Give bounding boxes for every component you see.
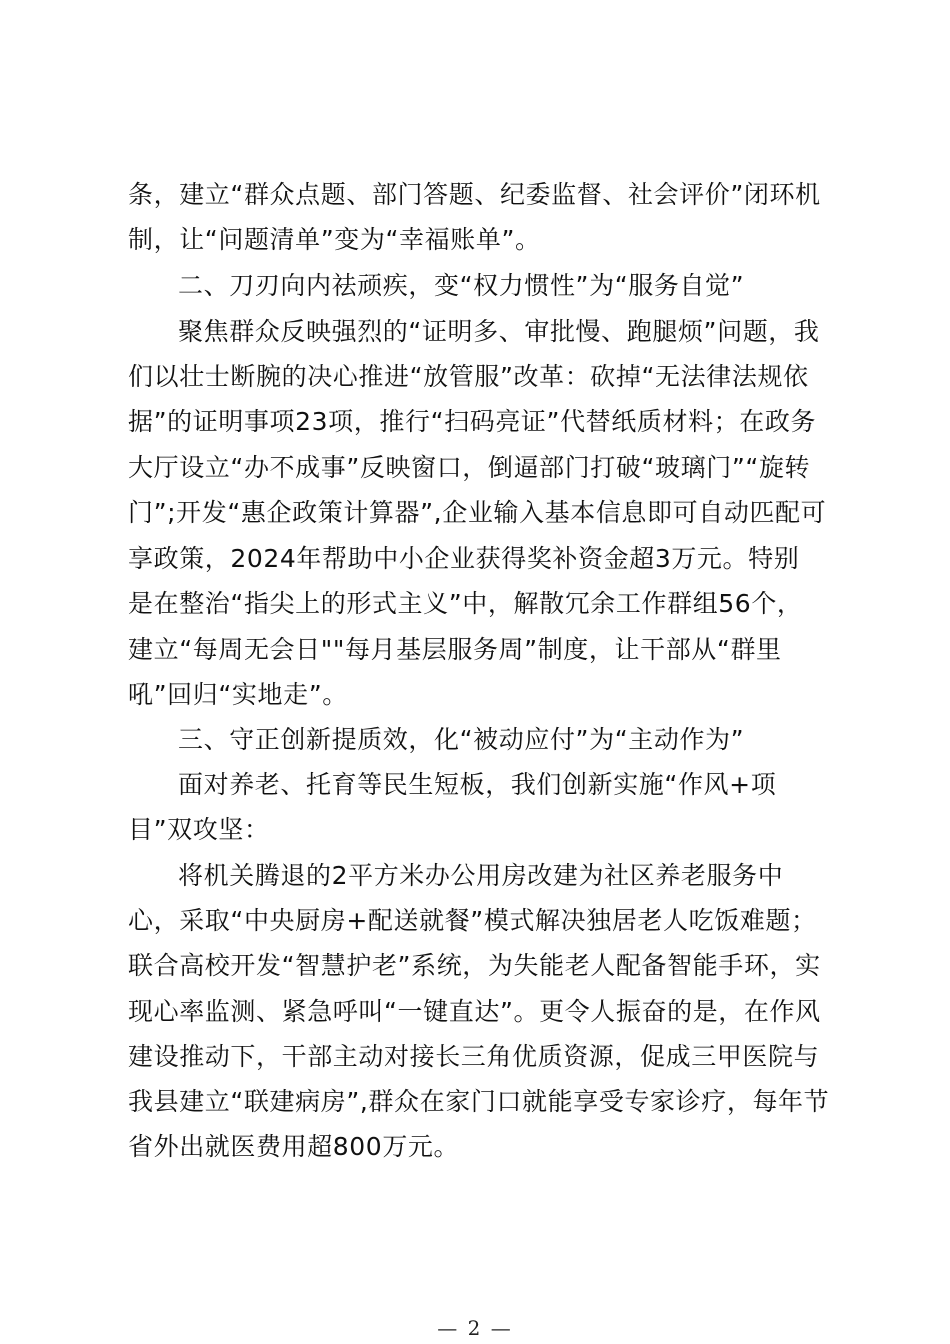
body-line: 心，采取“中央厨房+配送就餐”模式解决独居老人吃饭难题； [128, 906, 817, 935]
body-line: 将机关腾退的2平方米办公用房改建为社区养老服务中 [178, 861, 784, 890]
page-number: — 2 — [437, 1316, 513, 1340]
section-heading: 三、守正创新提质效，化“被动应付”为“主动作为” [178, 725, 745, 754]
body-line: 省外出就医费用超800万元。 [128, 1132, 460, 1161]
section-heading: 二、刀刃向内祛顽疾，变“权力惯性”为“服务自觉” [178, 271, 745, 300]
body-line: 据”的证明事项23项，推行“扫码亮证”代替纸质材料；在政务 [128, 407, 817, 436]
body-line: 享政策，2024年帮助中小企业获得奖补资金超3万元。特别 [128, 544, 800, 573]
body-line: 面对养老、托育等民生短板，我们创新实施“作风+项 [178, 770, 777, 799]
body-line: 建设推动下，干部主动对接长三角优质资源，促成三甲医院与 [128, 1042, 820, 1071]
body-line: 联合高校开发“智慧护老”系统，为失能老人配备智能手环，实 [128, 951, 821, 980]
body-line: 吼”回归“实地走”。 [128, 680, 348, 709]
body-line: 现心率监测、紧急呼叫“一键直达”。更令人振奋的是，在作风 [128, 997, 821, 1026]
body-line: 大厅设立“办不成事”反映窗口，倒逼部门打破“玻璃门”“旋转 [128, 453, 811, 482]
body-line: 聚焦群众反映强烈的“证明多、审批慢、跑腿烦”问题，我 [178, 317, 820, 346]
body-line: 门”;开发“惠企政策计算器”,企业输入基本信息即可自动匹配可 [128, 498, 827, 527]
body-line: 我县建立“联建病房”,群众在家门口就能享受专家诊疗，每年节 [128, 1087, 830, 1116]
body-line: 是在整治“指尖上的形式主义”中，解散冗余工作群组56个， [128, 589, 803, 618]
body-line: 制，让“问题清单”变为“幸福账单”。 [128, 225, 541, 254]
body-line: 们以壮士断腕的决心推进“放管服”改革：砍掉“无法律法规依 [128, 362, 809, 391]
body-line: 条，建立“群众点题、部门答题、纪委监督、社会评价”闭环机 [128, 180, 821, 209]
body-line: 建立“每周无会日""每月基层服务周”制度，让干部从“群里 [128, 635, 782, 664]
body-line: 目”双攻坚： [128, 815, 270, 844]
